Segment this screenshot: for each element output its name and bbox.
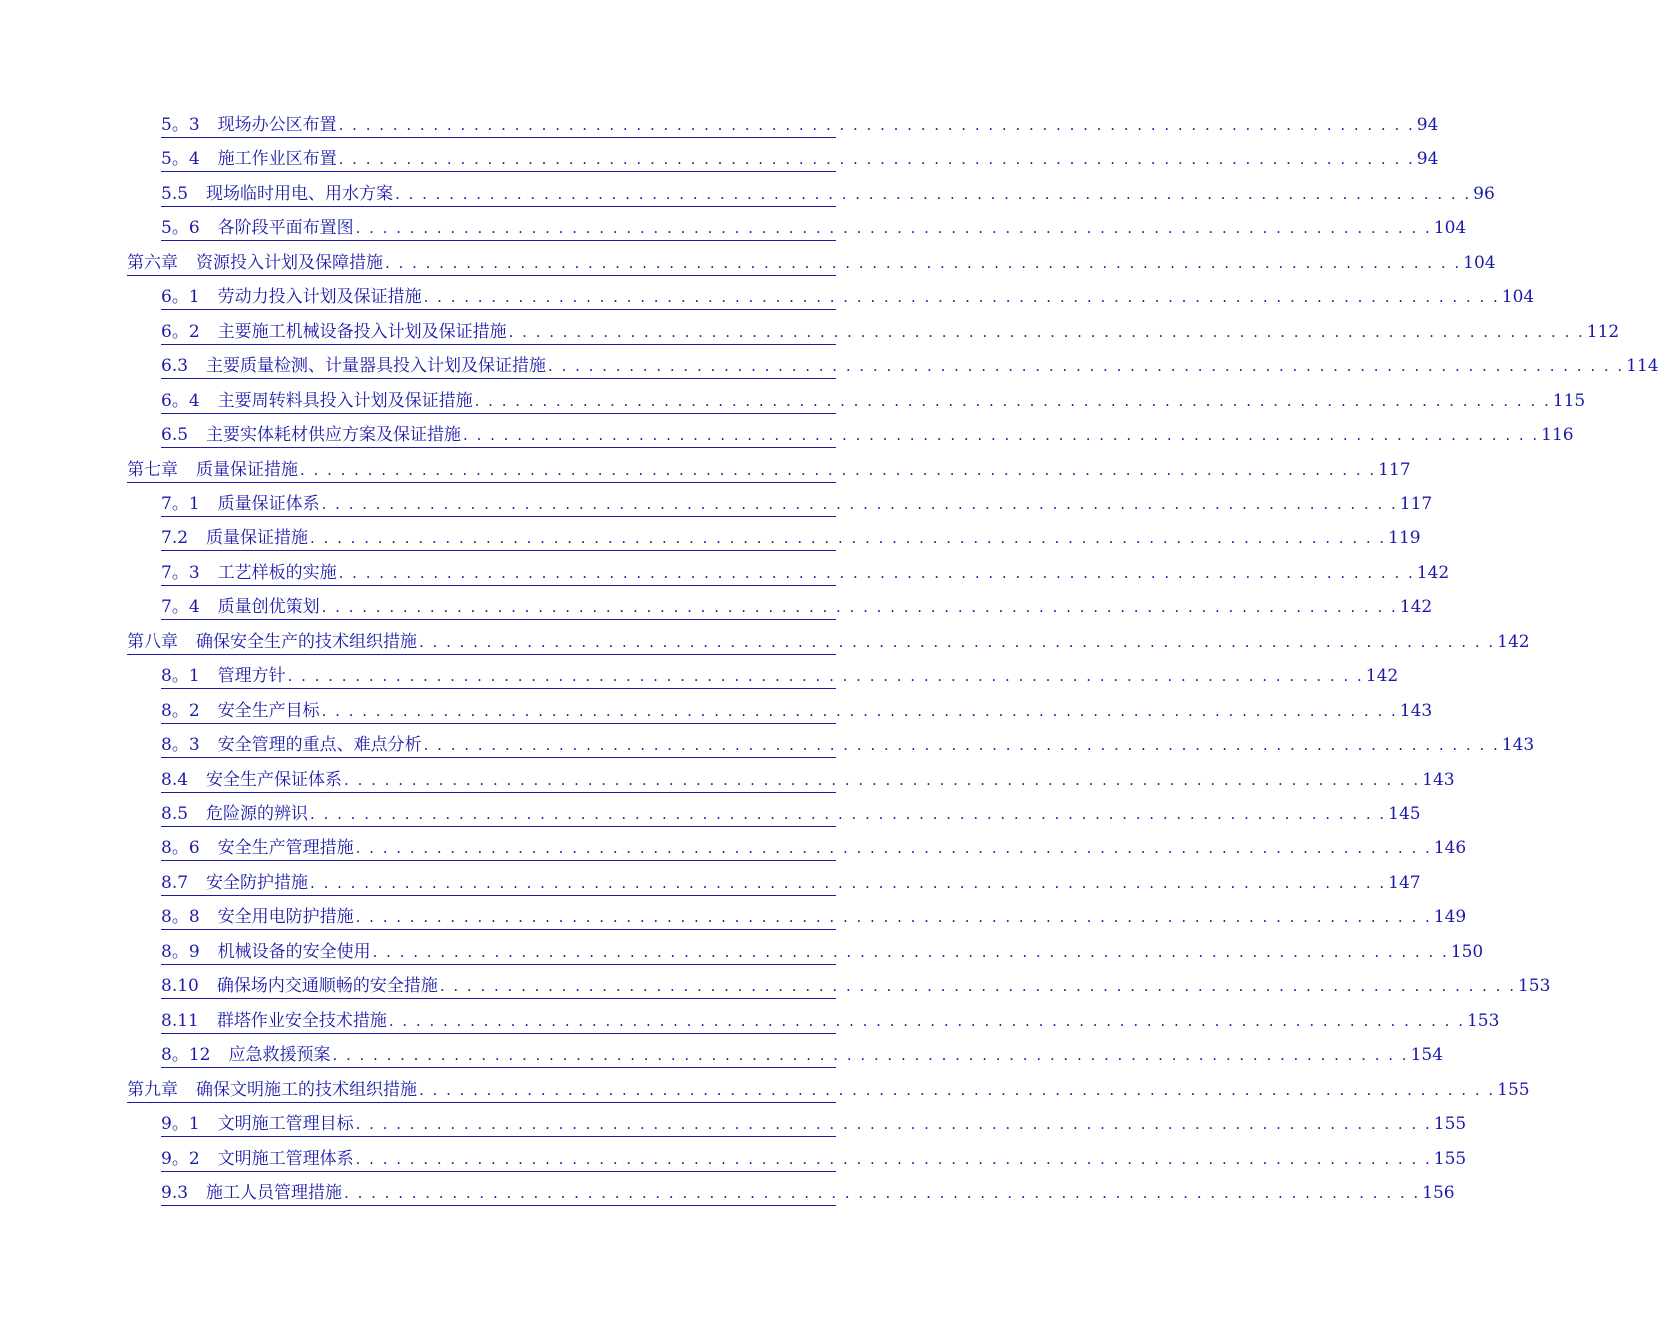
toc-dot-leader: . . . . . . . . . . . . . . . . . . . . . . . . . . . . . . . . . . . . . . . . . . . . . . . . . . . . . . . . . . . . . . . . . . . . . . . . . . . . . . . . [321,701,1398,720]
toc-section-link[interactable] [161,763,1455,793]
toc-section-link[interactable] [161,969,1551,999]
toc-dot-leader: . . . . . . . . . . . . . . . . . . . . . . . . . . . . . . . . . . . . . . . . . . . . . . . . . . . . . . . . . . . . . . . . . . . . . . . . . . . . . . . . [287,667,1364,686]
toc-dot-leader: . . . . . . . . . . . . . . . . . . . . . . . . . . . . . . . . . . . . . . . . . . . . . . . . . . . . . . . . . . . . . . . . . . . . . . . . . . . . . . . . [355,1149,1432,1168]
toc-entry-number: 8。1 [161,666,200,687]
toc-page-number: 149 [1433,907,1467,928]
toc-dot-leader: . . . . . . . . . . . . . . . . . . . . . . . . . . . . . . . . . . . . . . . . . . . . . . . . . . . . . . . . . . . . . . . . . . . . . . . . . . . . . . . . [419,1080,1496,1099]
toc-entry-title: 施工人员管理措施 [206,1182,343,1203]
toc-entry-number: 9。1 [161,1114,200,1135]
toc-page-number: 155 [1433,1148,1467,1169]
toc-page-number: 142 [1416,562,1450,583]
toc-dot-leader: . . . . . . . . . . . . . . . . . . . . . . . . . . . . . . . . . . . . . . . . . . . . . . . . . . . . . . . . . . . . . . . . . . . . . . . . . . . . . . . . [344,1183,1421,1202]
toc-dot-leader: . . . . . . . . . . . . . . . . . . . . . . . . . . . . . . . . . . . . . . . . . . . . . . . . . . . . . . . . . . . . . . . . . . . . . . . . . . . . . . . . [310,529,1387,548]
toc-page-number: 142 [1497,631,1530,652]
toc-entry-number: 8。9 [161,941,200,962]
toc-entry-number: 6.5 [161,425,189,446]
toc-entry-title: 各阶段平面布置图 [217,218,354,239]
toc-entry-number: 8。12 [161,1045,211,1066]
toc-page-number: 142 [1365,666,1399,687]
toc-section-link[interactable] [161,659,1399,689]
toc-entry-title: 质量保证措施 [206,528,309,549]
toc-dot-leader: . . . . . . . . . . . . . . . . . . . . . . . . . . . . . . . . . . . . . . . . . . . . . . . . . . . . . . . . . . . . . . . . . . . . . . . . . . . . . . . . [344,770,1421,789]
toc-section-link[interactable] [161,797,1421,827]
toc-section-link[interactable] [161,418,1574,448]
toc-dot-leader: . . . . . . . . . . . . . . . . . . . . . . . . . . . . . . . . . . . . . . . . . . . . . . . . . . . . . . . . . . . . . . . . . . . . . . . . . . . . . . . . [338,116,1415,134]
toc-page-number: 104 [1501,287,1535,308]
toc-section-link[interactable] [161,384,1586,414]
toc-page-number: 142 [1399,597,1433,618]
toc-page-number: 119 [1388,528,1421,549]
toc-dot-leader: . . . . . . . . . . . . . . . . . . . . . . . . . . . . . . . . . . . . . . . . . . . . . . . . . . . . . . . . . . . . . . . . . . . . . . . . . . . . . . . . [463,426,1540,445]
toc-section-link[interactable] [161,177,1495,207]
toc-page-number: 143 [1399,700,1433,721]
toc-entry-title: 确保场内交通顺畅的安全措施 [216,976,438,997]
toc-page-number: 94 [1416,115,1439,135]
toc-dot-leader: . . . . . . . . . . . . . . . . . . . . . . . . . . . . . . . . . . . . . . . . . . . . . . . . . . . . . . . . . . . . . . . . . . . . . . . . . . . . . . . . [321,598,1398,617]
toc-entry-number: 8.10 [161,976,199,997]
toc-entry-title: 确保文明施工的技术组织措施 [196,1079,417,1100]
toc-entry-number: 7。3 [161,562,200,583]
toc-dot-leader: . . . . . . . . . . . . . . . . . . . . . . . . . . . . . . . . . . . . . . . . . . . . . . . . . . . . . . . . . . . . . . . . . . . . . . . . . . . . . . . . [300,460,1377,479]
toc-entry-number: 8.11 [161,1010,199,1031]
toc-entry-title: 安全生产保证体系 [206,769,343,790]
toc-entry-number: 8.7 [161,872,189,893]
toc-dot-leader: . . . . . . . . . . . . . . . . . . . . . . . . . . . . . . . . . . . . . . . . . . . . . . . . . . . . . . . . . . . . . . . . . . . . . . . . . . . . . . . . [419,632,1496,651]
toc-page-number: 104 [1433,218,1467,239]
toc-entry-title: 现场临时用电、用水方案 [206,183,394,204]
toc-section-link[interactable] [161,1176,1455,1206]
toc-dot-leader: . . . . . . . . . . . . . . . . . . . . . . . . . . . . . . . . . . . . . . . . . . . . . . . . . . . . . . . . . . . . . . . . . . . . . . . . . . . . . . . . [355,839,1432,858]
toc-section-link[interactable] [161,694,1433,724]
toc-page-number: 147 [1388,872,1421,893]
toc-dot-leader: . . . . . . . . . . . . . . . . . . . . . . . . . . . . . . . . . . . . . . . . . . . . . . . . . . . . . . . . . . . . . . . . . . . . . . . . . . . . . . . . [321,494,1398,513]
toc-entry-title: 确保安全生产的技术组织措施 [196,631,417,652]
toc-entry-title: 主要质量检测、计量器具投入计划及保证措施 [206,356,547,377]
toc-entry-title: 安全防护措施 [206,872,309,893]
toc-dot-leader: . . . . . . . . . . . . . . . . . . . . . . . . . . . . . . . . . . . . . . . . . . . . . . . . . . . . . . . . . . . . . . . . . . . . . . . . . . . . . . . . [372,942,1449,961]
toc-entry-title: 管理方针 [217,666,286,687]
toc-page-number: 153 [1517,976,1551,997]
toc-entry-number: 5。4 [161,149,200,170]
toc-page-number: 117 [1378,459,1411,480]
toc-dot-leader: . . . . . . . . . . . . . . . . . . . . . . . . . . . . . . . . . . . . . . . . . . . . . . . . . . . . . . . . . . . . . . . . . . . . . . . . . . . . . . . . [385,253,1462,272]
toc-entry-title: 主要周转料具投入计划及保证措施 [217,390,473,411]
toc-entry-number: 8。3 [161,735,200,756]
toc-entry-number: 第七章 [127,459,178,480]
toc-dot-leader: . . . . . . . . . . . . . . . . . . . . . . . . . . . . . . . . . . . . . . . . . . . . . . . . . . . . . . . . . . . . . . . . . . . . . . . . . . . . . . . . [388,1011,1465,1030]
toc-page-number: 153 [1466,1010,1500,1031]
toc-entry-number: 第六章 [127,252,178,273]
toc-page-number: 154 [1410,1045,1444,1066]
toc-entry-number: 7。1 [161,493,200,514]
toc-entry-number: 5。3 [161,115,200,135]
toc-entry-number: 5.5 [161,183,189,204]
toc-section-link[interactable] [161,1142,1467,1172]
toc-section-link[interactable] [161,556,1450,586]
toc-entry-title: 主要实体耗材供应方案及保证措施 [206,425,462,446]
toc-section-link[interactable] [161,487,1433,517]
toc-entry-number: 6。1 [161,287,200,308]
toc-section-link[interactable] [161,1107,1467,1137]
toc-section-link[interactable] [161,728,1535,758]
toc-page-number: 143 [1501,735,1535,756]
toc-entry-title: 机械设备的安全使用 [217,941,371,962]
toc-page-number: 155 [1433,1114,1467,1135]
toc-section-link[interactable] [161,521,1421,551]
toc-page-number: 96 [1473,183,1495,204]
toc-entry-number: 8.4 [161,769,189,790]
toc-entry-title: 主要施工机械设备投入计划及保证措施 [217,321,507,342]
toc-section-link[interactable] [161,1038,1444,1068]
toc-dot-leader: . . . . . . . . . . . . . . . . . . . . . . . . . . . . . . . . . . . . . . . . . . . . . . . . . . . . . . . . . . . . . . . . . . . . . . . . . . . . . . . . [548,357,1625,376]
toc-entry-title: 质量保证措施 [196,459,298,480]
toc-section-link[interactable] [161,142,1439,172]
toc-chapter-link[interactable] [127,625,1530,655]
toc-dot-leader: . . . . . . . . . . . . . . . . . . . . . . . . . . . . . . . . . . . . . . . . . . . . . . . . . . . . . . . . . . . . . . . . . . . . . . . . . . . . . . . . [423,288,1500,307]
toc-page-number: 117 [1399,493,1433,514]
toc-entry-number: 8。8 [161,907,200,928]
toc-page-number: 156 [1422,1182,1455,1203]
toc-dot-leader: . . . . . . . . . . . . . . . . . . . . . . . . . . . . . . . . . . . . . . . . . . . . . . . . . . . . . . . . . . . . . . . . . . . . . . . . . . . . . . . . [355,1115,1432,1134]
toc-page-number: 94 [1416,149,1439,170]
toc-section-link[interactable] [161,1004,1500,1034]
toc-page-number: 114 [1626,356,1659,377]
toc-page-number: 150 [1450,941,1484,962]
toc-section-link[interactable] [161,349,1659,379]
toc-dot-leader: . . . . . . . . . . . . . . . . . . . . . . . . . . . . . . . . . . . . . . . . . . . . . . . . . . . . . . . . . . . . . . . . . . . . . . . . . . . . . . . . [332,1046,1409,1065]
toc-section-link[interactable] [161,315,1620,345]
toc-entry-number: 6。4 [161,390,200,411]
toc-section-link[interactable] [161,280,1535,310]
toc-entry-title: 安全生产目标 [217,700,320,721]
toc-dot-leader: . . . . . . . . . . . . . . . . . . . . . . . . . . . . . . . . . . . . . . . . . . . . . . . . . . . . . . . . . . . . . . . . . . . . . . . . . . . . . . . . [439,977,1516,996]
toc-page-number: 116 [1541,425,1574,446]
toc-entry-number: 5。6 [161,218,200,239]
toc-page-number: 145 [1388,804,1421,824]
toc-page-number: 104 [1463,252,1496,273]
toc-dot-leader: . . . . . . . . . . . . . . . . . . . . . . . . . . . . . . . . . . . . . . . . . . . . . . . . . . . . . . . . . . . . . . . . . . . . . . . . . . . . . . . . [395,184,1472,203]
toc-entry-title: 现场办公区布置 [217,115,337,135]
toc-entry-number: 6.3 [161,356,189,377]
toc-entry-title: 应急救援预案 [228,1045,331,1066]
toc-entry-number: 6。2 [161,321,200,342]
toc-entry-number: 9.3 [161,1182,189,1203]
toc-entry-number: 7。4 [161,597,200,618]
toc-entry-title: 质量创优策划 [217,597,320,618]
toc-page-number: 112 [1586,321,1620,342]
toc-section-link[interactable] [161,108,1439,138]
toc-entry-number: 8。6 [161,838,200,859]
toc-page-number: 143 [1422,769,1455,790]
toc-entry-number: 8.5 [161,804,189,824]
toc-section-link[interactable] [161,935,1484,965]
toc-entry-title: 文明施工管理目标 [217,1114,354,1135]
toc-chapter-link[interactable] [127,1073,1530,1103]
toc-entry-title: 安全管理的重点、难点分析 [217,735,422,756]
toc-chapter-link[interactable] [127,246,1496,276]
toc-dot-leader: . . . . . . . . . . . . . . . . . . . . . . . . . . . . . . . . . . . . . . . . . . . . . . . . . . . . . . . . . . . . . . . . . . . . . . . . . . . . . . . . [310,873,1387,892]
toc-dot-leader: . . . . . . . . . . . . . . . . . . . . . . . . . . . . . . . . . . . . . . . . . . . . . . . . . . . . . . . . . . . . . . . . . . . . . . . . . . . . . . . . [508,322,1585,341]
toc-entry-title: 资源投入计划及保障措施 [196,252,383,273]
toc-page-number: 155 [1497,1079,1530,1100]
toc-entry-number: 8。2 [161,700,200,721]
toc-entry-title: 危险源的辨识 [206,804,309,824]
toc-dot-leader: . . . . . . . . . . . . . . . . . . . . . . . . . . . . . . . . . . . . . . . . . . . . . . . . . . . . . . . . . . . . . . . . . . . . . . . . . . . . . . . . [423,736,1500,755]
toc-dot-leader: . . . . . . . . . . . . . . . . . . . . . . . . . . . . . . . . . . . . . . . . . . . . . . . . . . . . . . . . . . . . . . . . . . . . . . . . . . . . . . . . [355,908,1432,927]
toc-dot-leader: . . . . . . . . . . . . . . . . . . . . . . . . . . . . . . . . . . . . . . . . . . . . . . . . . . . . . . . . . . . . . . . . . . . . . . . . . . . . . . . . [474,391,1551,410]
toc-entry-number: 第八章 [127,631,178,652]
toc-section-link[interactable] [161,211,1467,241]
toc-section-link[interactable] [161,900,1467,930]
toc-entry-number: 第九章 [127,1079,178,1100]
toc-entry-title: 群塔作业安全技术措施 [216,1010,387,1031]
toc-dot-leader: . . . . . . . . . . . . . . . . . . . . . . . . . . . . . . . . . . . . . . . . . . . . . . . . . . . . . . . . . . . . . . . . . . . . . . . . . . . . . . . . [310,805,1387,823]
toc-dot-leader: . . . . . . . . . . . . . . . . . . . . . . . . . . . . . . . . . . . . . . . . . . . . . . . . . . . . . . . . . . . . . . . . . . . . . . . . . . . . . . . . [338,563,1415,582]
toc-entry-title: 安全用电防护措施 [217,907,354,928]
toc-entry-title: 施工作业区布置 [217,149,337,170]
toc-section-link[interactable] [161,866,1421,896]
toc-dot-leader: . . . . . . . . . . . . . . . . . . . . . . . . . . . . . . . . . . . . . . . . . . . . . . . . . . . . . . . . . . . . . . . . . . . . . . . . . . . . . . . . [338,150,1415,169]
toc-entry-number: 9。2 [161,1148,200,1169]
toc-entry-title: 文明施工管理体系 [217,1148,354,1169]
toc-chapter-link[interactable] [127,453,1411,483]
toc-page-number: 146 [1433,838,1467,859]
toc-page-number: 115 [1552,390,1586,411]
toc-entry-title: 工艺样板的实施 [217,562,337,583]
toc-entry-number: 7.2 [161,528,189,549]
toc-entry-title: 质量保证体系 [217,493,320,514]
toc-entry-title: 安全生产管理措施 [217,838,354,859]
toc-section-link[interactable] [161,590,1433,620]
toc-entry-title: 劳动力投入计划及保证措施 [217,287,422,308]
toc-section-link[interactable] [161,831,1467,861]
toc-dot-leader: . . . . . . . . . . . . . . . . . . . . . . . . . . . . . . . . . . . . . . . . . . . . . . . . . . . . . . . . . . . . . . . . . . . . . . . . . . . . . . . . [355,219,1432,238]
